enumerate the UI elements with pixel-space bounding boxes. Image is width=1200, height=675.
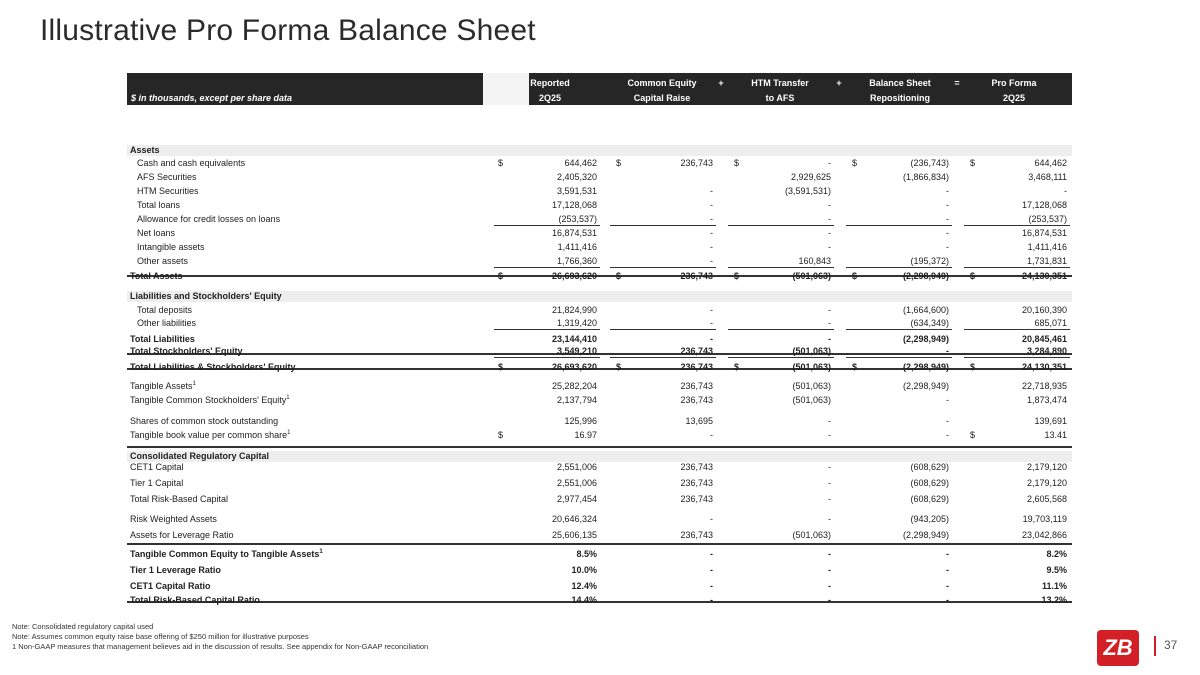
cell-value: - [828, 595, 831, 605]
subtotal-underline [728, 357, 834, 358]
cell-value: 236,743 [680, 478, 713, 488]
cell-value: 236,743 [680, 346, 713, 356]
table-row [127, 565, 1072, 577]
cell-value: - [710, 595, 713, 605]
cell-value: (501,063) [792, 381, 831, 391]
table-row [127, 395, 1072, 407]
subtotal-underline [846, 225, 952, 226]
row-label-text: Shares of common stock outstanding [130, 416, 279, 426]
cell-value: 2,977,454 [556, 494, 597, 504]
cell-value: 2,551,006 [556, 478, 597, 488]
col-htm-line1: HTM Transfer [751, 78, 809, 88]
cell-value: (253,537) [558, 214, 597, 224]
row-label-text: Total Risk-Based Capital Ratio [130, 595, 260, 605]
row-label-text: Tangible Assets [130, 381, 193, 391]
cell-value: 1,411,416 [1027, 242, 1067, 252]
row-label-text: Tangible Common Equity to Tangible Assets [130, 549, 320, 559]
row-label-text: Total deposits [137, 305, 193, 315]
col-proforma-line2: 2Q25 [1002, 93, 1026, 103]
row-label-text: Tangible Common Stockholders' Equity [130, 395, 287, 405]
row-label [130, 362, 296, 372]
page-number: 37 [1164, 638, 1178, 652]
subtotal-underline [610, 225, 716, 226]
subtotal-underline [728, 225, 834, 226]
row-label-text: Other assets [137, 256, 189, 266]
cell-value: 24,130,351 [1021, 362, 1067, 372]
cell-value: - [946, 565, 949, 575]
logo-glyph: ZB [1103, 635, 1133, 660]
rule-line [127, 543, 1072, 545]
row-label [130, 381, 196, 391]
cell-value: 20,646,324 [551, 514, 597, 524]
cell-value: 10.0% [571, 565, 597, 575]
cell-value: (1,866,834) [902, 172, 949, 182]
row-label-text: Total Assets [130, 271, 183, 281]
subtotal-underline [494, 329, 600, 330]
cell-value: 1,731,831 [1026, 256, 1067, 266]
row-label [137, 214, 280, 224]
footnote-marker: 1 [286, 395, 290, 401]
cell-value: 17,128,068 [1021, 200, 1067, 210]
row-label-text: Other liabilities [137, 318, 197, 328]
cell-value: - [946, 595, 949, 605]
col-bs-line1: Balance Sheet [869, 78, 931, 88]
cell-value: 1,411,416 [557, 242, 597, 252]
cell-value: 2,929,625 [790, 172, 831, 182]
cell-value: - [710, 305, 713, 315]
page-number-divider [1154, 636, 1156, 656]
company-logo [1097, 630, 1139, 666]
cell-value: - [828, 200, 831, 210]
row-label [137, 200, 180, 210]
row-label-text: Total Risk-Based Capital [130, 494, 229, 504]
subtotal-underline [728, 329, 834, 330]
section-label: Liabilities and Stockholders' Equity [130, 291, 282, 301]
section-label: Assets [130, 145, 160, 155]
cell-value: - [828, 242, 831, 252]
col-bs-line2: Repositioning [870, 93, 930, 103]
table-row [127, 595, 1072, 607]
cell-value: - [710, 256, 713, 266]
subtotal-underline [494, 267, 600, 268]
subtotal-underline [610, 357, 716, 358]
cell-value: - [710, 549, 713, 559]
cell-value: - [710, 228, 713, 238]
table-row [127, 381, 1072, 393]
row-label-text: CET1 Capital [130, 462, 184, 472]
cell-value: 3,284,890 [1026, 346, 1067, 356]
cell-value: (501,063) [792, 530, 831, 540]
row-label [137, 242, 205, 252]
dollar-sign: $ [852, 362, 858, 372]
cell-value: - [946, 416, 949, 426]
table-row [127, 430, 1072, 442]
row-label-text: Total Stockholders' Equity [130, 346, 243, 356]
cell-value: (634,349) [910, 318, 949, 328]
cell-value: - [710, 514, 713, 524]
cell-value: - [946, 228, 949, 238]
cell-value: - [946, 581, 949, 591]
cell-value: (501,063) [792, 395, 831, 405]
subtotal-underline [846, 267, 952, 268]
subtotal-underline [610, 329, 716, 330]
footnote-marker: 1 [319, 549, 323, 555]
row-label [130, 416, 278, 426]
cell-value: (236,743) [910, 158, 949, 168]
cell-value: (253,537) [1028, 214, 1067, 224]
cell-value: 16,874,531 [1021, 228, 1067, 238]
cell-value: - [828, 494, 831, 504]
col-reported-line2: 2Q25 [538, 93, 562, 103]
subtotal-underline [964, 225, 1070, 226]
row-label-text: Assets for Leverage Ratio [130, 530, 234, 540]
subtotal-underline [846, 329, 952, 330]
table-row [127, 462, 1072, 474]
dollar-sign: $ [970, 362, 976, 372]
row-label-text: Tier 1 Capital [130, 478, 184, 488]
cell-value: 2,179,120 [1026, 462, 1067, 472]
cell-value: - [710, 242, 713, 252]
row-label [130, 478, 183, 488]
cell-value: - [946, 346, 949, 356]
cell-value: - [828, 416, 831, 426]
row-label-text: Risk Weighted Assets [130, 514, 217, 524]
section-label: Consolidated Regulatory Capital [130, 451, 270, 461]
cell-value: 23,042,866 [1021, 530, 1067, 540]
row-label-text: Intangible assets [137, 242, 205, 252]
cell-value: 236,743 [680, 530, 713, 540]
dollar-sign: $ [970, 158, 976, 168]
footnotes [12, 622, 428, 652]
cell-value: 2,405,320 [556, 172, 597, 182]
cell-value: - [946, 430, 949, 440]
dollar-sign: $ [852, 271, 858, 281]
cell-value: 23,144,410 [551, 334, 597, 344]
cell-value: 2,137,794 [556, 395, 597, 405]
cell-value: 236,743 [680, 462, 713, 472]
subtotal-underline [964, 357, 1070, 358]
cell-value: 16.97 [574, 430, 597, 440]
row-label [130, 494, 228, 504]
cell-value: - [828, 158, 831, 168]
cell-value: 1,873,474 [1026, 395, 1067, 405]
row-label [130, 462, 184, 472]
cell-value: 236,743 [680, 494, 713, 504]
row-label [130, 271, 183, 281]
table-row [127, 581, 1072, 593]
cell-value: 12.4% [571, 581, 597, 591]
rule-line [127, 446, 1072, 448]
table-row [127, 158, 1072, 170]
cell-value: - [828, 318, 831, 328]
cell-value: 3,591,531 [556, 186, 597, 196]
cell-value: 1,766,360 [556, 256, 597, 266]
cell-value: - [828, 478, 831, 488]
row-label [130, 565, 221, 575]
row-label-text: Cash and cash equivalents [137, 158, 246, 168]
cell-value: (2,298,949) [902, 530, 949, 540]
cell-value: - [946, 186, 949, 196]
cell-value: 236,743 [680, 395, 713, 405]
row-label [137, 318, 196, 328]
cell-value: 8.2% [1046, 549, 1067, 559]
table-row [127, 334, 1072, 346]
operator-equals: = [954, 78, 960, 88]
cell-value: (608,629) [910, 462, 949, 472]
table-row [127, 186, 1072, 198]
subtotal-underline [964, 329, 1070, 330]
table-row [127, 271, 1072, 283]
table-row [127, 305, 1072, 317]
dollar-sign: $ [498, 158, 504, 168]
table-row [127, 228, 1072, 240]
row-label-text: CET1 Capital Ratio [130, 581, 211, 591]
cell-value: 19,703,119 [1022, 514, 1067, 524]
subtotal-underline [494, 357, 600, 358]
note-1: Note: Consolidated regulatory capital used [12, 622, 154, 631]
subtotal-underline [728, 267, 834, 268]
cell-value: - [710, 565, 713, 575]
dollar-sign: $ [498, 430, 504, 440]
table-row [127, 478, 1072, 490]
cell-value: (501,063) [792, 271, 831, 281]
row-label [130, 395, 290, 405]
cell-value: 13,695 [685, 416, 713, 426]
cell-value: 9.5% [1046, 565, 1067, 575]
cell-value: 2,605,568 [1026, 494, 1067, 504]
note-3: 1 Non-GAAP measures that management believes aid in the discussion of results. See appendix for Non-GAAP reconciliation [12, 642, 429, 651]
cell-value: (943,205) [910, 514, 949, 524]
cell-value: - [828, 549, 831, 559]
table-row [127, 416, 1072, 428]
row-label [130, 334, 195, 344]
row-label-text: Total Liabilities & Stockholders' Equity [130, 362, 296, 372]
cell-value: 236,743 [680, 381, 713, 391]
cell-value: (501,063) [792, 362, 831, 372]
subtotal-underline [494, 225, 600, 226]
cell-value: 17,128,068 [551, 200, 597, 210]
cell-value: 21,824,990 [551, 305, 597, 315]
table-row [127, 549, 1072, 561]
cell-value: - [828, 430, 831, 440]
section-regulatory [127, 451, 1072, 462]
cell-value: - [710, 318, 713, 328]
dollar-sign: $ [852, 158, 858, 168]
cell-value: - [828, 305, 831, 315]
cell-value: (3,591,531) [784, 186, 831, 196]
cell-value: - [828, 228, 831, 238]
row-label [137, 228, 175, 238]
cell-value: - [828, 462, 831, 472]
row-label [137, 305, 192, 315]
cell-value: 25,606,135 [551, 530, 597, 540]
cell-value: - [710, 334, 713, 344]
cell-value: (2,298,949) [902, 334, 949, 344]
row-label-text: Net loans [137, 228, 176, 238]
table-row [127, 242, 1072, 254]
cell-value: 236,743 [680, 271, 713, 281]
cell-value: (1,664,600) [902, 305, 949, 315]
cell-value: (2,298,949) [902, 381, 949, 391]
cell-value: - [946, 395, 949, 405]
cell-value: (608,629) [910, 494, 949, 504]
cell-value: 236,743 [680, 158, 713, 168]
operator-plus-2: + [836, 78, 842, 88]
dollar-sign: $ [498, 271, 504, 281]
row-label-text: Total loans [137, 200, 181, 210]
cell-value: 13.41 [1044, 430, 1067, 440]
cell-value: 25,282,204 [551, 381, 597, 391]
cell-value: 2,179,120 [1026, 478, 1067, 488]
cell-value: (2,298,949) [902, 362, 949, 372]
cell-value: - [710, 430, 713, 440]
row-label-text: Allowance for credit losses on loans [137, 214, 281, 224]
table-row [127, 200, 1072, 212]
row-label-text: AFS Securities [137, 172, 197, 182]
units-label: $ in thousands, except per share data [131, 93, 293, 103]
subtotal-underline [610, 267, 716, 268]
col-htm-line2: to AFS [765, 93, 795, 103]
col-equity-line2: Capital Raise [633, 93, 691, 103]
table-header [127, 73, 1072, 105]
table-row [127, 494, 1072, 506]
cell-value: - [710, 186, 713, 196]
table-row [127, 530, 1072, 542]
cell-value: 1,319,420 [556, 318, 597, 328]
row-label [137, 172, 197, 182]
dollar-sign: $ [734, 158, 740, 168]
cell-value: - [946, 200, 949, 210]
row-label-text: Tangible book value per common share [130, 430, 288, 440]
cell-value: - [710, 581, 713, 591]
cell-value: (195,372) [910, 256, 949, 266]
col-reported-line1: Reported [530, 78, 570, 88]
cell-value: 236,743 [680, 362, 713, 372]
cell-value: 2,551,006 [556, 462, 597, 472]
cell-value: 160,843 [798, 256, 831, 266]
cell-value: - [828, 334, 831, 344]
subtotal-underline [964, 267, 1070, 268]
cell-value: - [828, 565, 831, 575]
balance-sheet-table [127, 73, 1072, 605]
cell-value: - [710, 200, 713, 210]
cell-value: - [710, 214, 713, 224]
cell-value: 644,462 [564, 158, 597, 168]
cell-value: (2,298,949) [902, 271, 949, 281]
cell-value: 26,693,620 [551, 362, 597, 372]
cell-value: 3,549,210 [556, 346, 597, 356]
cell-value: - [1064, 186, 1067, 196]
dollar-sign: $ [970, 430, 976, 440]
col-equity-line1: Common Equity [627, 78, 697, 88]
dollar-sign: $ [616, 271, 622, 281]
cell-value: 3,468,111 [1028, 172, 1067, 182]
row-label-text: Tier 1 Leverage Ratio [130, 565, 221, 575]
cell-value: - [828, 581, 831, 591]
cell-value: 11.1% [1041, 581, 1067, 591]
cell-value: 125,996 [564, 416, 597, 426]
cell-value: - [946, 214, 949, 224]
col-proforma-line1: Pro Forma [991, 78, 1037, 88]
cell-value: - [946, 242, 949, 252]
row-label [130, 530, 234, 540]
section-assets [127, 145, 1072, 156]
cell-value: (608,629) [910, 478, 949, 488]
cell-value: 20,845,461 [1021, 334, 1067, 344]
footnote-marker: 1 [287, 430, 291, 436]
table-row [127, 514, 1072, 526]
row-label [137, 186, 199, 196]
row-label [130, 430, 290, 440]
cell-value: - [828, 514, 831, 524]
dollar-sign: $ [616, 362, 622, 372]
cell-value: 644,462 [1034, 158, 1067, 168]
row-label [130, 581, 211, 591]
note-2: Note: Assumes common equity raise base offering of $250 million for illustrative purposes [12, 632, 309, 641]
cell-value: - [946, 549, 949, 559]
section-liabilities [127, 291, 1072, 302]
cell-value: 685,071 [1034, 318, 1067, 328]
subtotal-underline [846, 357, 952, 358]
cell-value: 26,693,620 [551, 271, 597, 281]
dollar-sign: $ [734, 362, 740, 372]
dollar-sign: $ [734, 271, 740, 281]
table-row [127, 362, 1072, 374]
cell-value: 16,874,531 [551, 228, 597, 238]
cell-value: 24,130,351 [1021, 271, 1067, 281]
cell-value: 8.5% [576, 549, 597, 559]
row-label [130, 595, 260, 605]
cell-value: (501,063) [792, 346, 831, 356]
row-label-text: HTM Securities [137, 186, 199, 196]
cell-value: 22,718,935 [1021, 381, 1067, 391]
cell-value: 13.2% [1041, 595, 1067, 605]
cell-value: 14.4% [571, 595, 597, 605]
row-label [130, 514, 217, 524]
row-label [137, 158, 245, 168]
dollar-sign: $ [970, 271, 976, 281]
row-label [130, 549, 323, 559]
dollar-sign: $ [616, 158, 622, 168]
dollar-sign: $ [498, 362, 504, 372]
cell-value: 20,160,390 [1021, 305, 1067, 315]
footnote-marker: 1 [192, 381, 196, 387]
row-label [130, 346, 243, 356]
row-label-text: Total Liabilities [130, 334, 195, 344]
page-title: Illustrative Pro Forma Balance Sheet [40, 14, 536, 47]
row-label [137, 256, 188, 266]
cell-value: - [828, 214, 831, 224]
table-row [127, 172, 1072, 184]
cell-value: 139,691 [1034, 416, 1067, 426]
operator-plus-1: + [718, 78, 724, 88]
